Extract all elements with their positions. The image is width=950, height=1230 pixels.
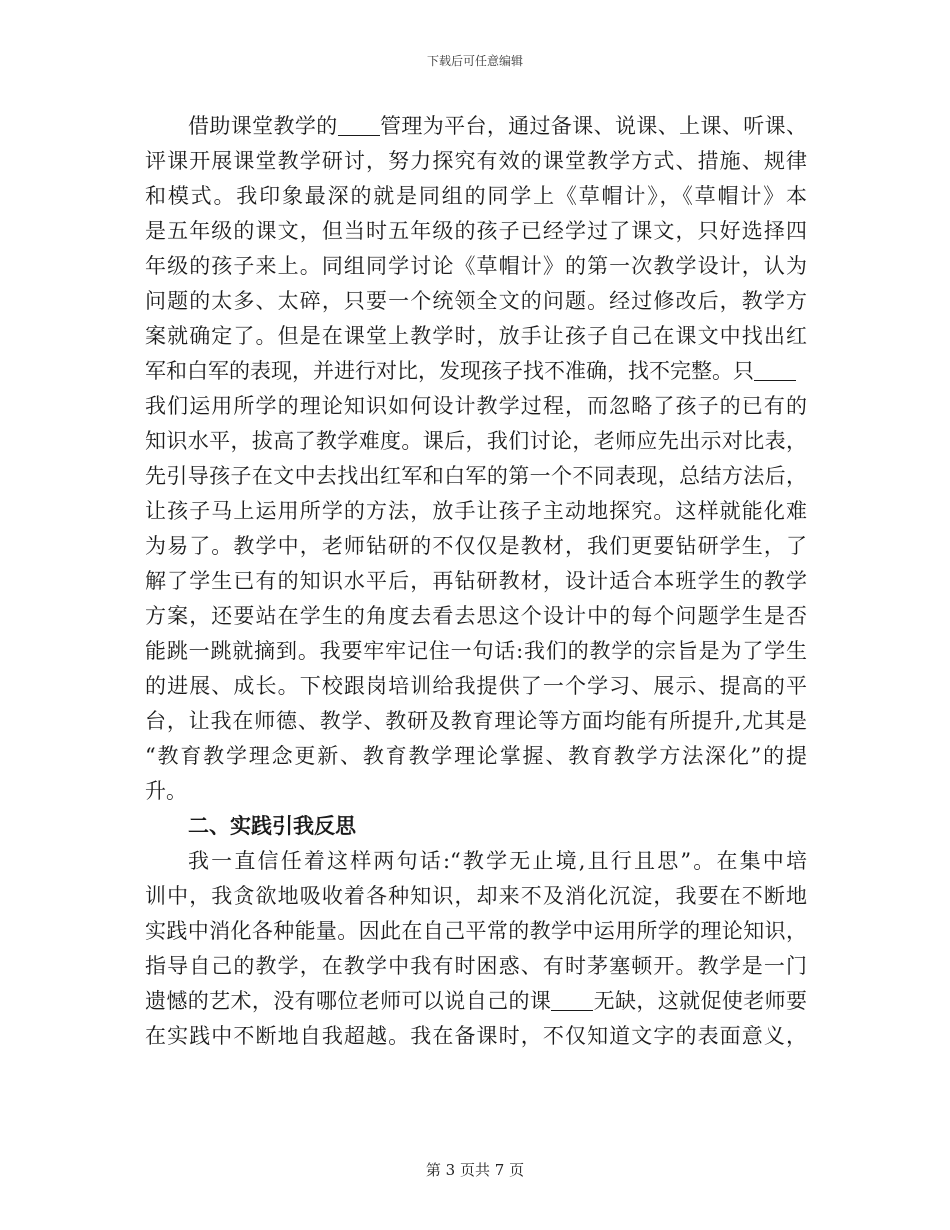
text-run: 无缺，这就促使老师要 bbox=[593, 989, 808, 1013]
text-run: 遗憾的艺术，没有哪位老师可以说自己的课 bbox=[145, 989, 552, 1013]
paragraph-line bbox=[145, 984, 807, 1019]
section-heading: 二、实践引我反思 bbox=[188, 814, 356, 838]
paragraph-line: 在实践中不断地自我超越。我在备课时，不仅知道文字的表面意义， bbox=[145, 1024, 807, 1048]
fill-blank bbox=[551, 990, 593, 1011]
paragraph-line: 我一直信任着这样两句话:“教学无止境,且行且思”。在集中培 bbox=[188, 849, 807, 873]
paragraph-line: 实践中消化各种能量。因此在自己平常的教学中运用所学的理论知识， bbox=[145, 919, 807, 943]
paragraph-line bbox=[145, 109, 807, 144]
text-run: 管理为平台，通过备课、说课、上课、听课、 bbox=[379, 114, 807, 138]
paragraph-line: 让孩子马上运用所学的方法，放手让孩子主动地探究。这样就能化难 bbox=[145, 499, 807, 523]
paragraph-line: 台，让我在师德、教学、教研及教育理论等方面均能有所提升,尤其是 bbox=[145, 709, 807, 733]
page-footer: 第 3 页共 7 页 bbox=[425, 1161, 525, 1179]
paragraph-line: 的进展、成长。下校跟岗培训给我提供了一个学习、展示、提高的平 bbox=[145, 674, 807, 698]
fill-blank bbox=[338, 115, 380, 136]
paragraph-line: 方案，还要站在学生的角度去看去思这个设计中的每个问题学生是否 bbox=[145, 604, 807, 628]
paragraph-line: 指导自己的教学，在教学中我有时困惑、有时茅塞顿开。教学是一门 bbox=[145, 954, 807, 978]
fill-blank bbox=[754, 360, 796, 381]
paragraph-line: 案就确定了。但是在课堂上教学时，放手让孩子自己在课文中找出红 bbox=[145, 324, 807, 348]
paragraph-line bbox=[145, 354, 807, 389]
text-run: 军和白军的表现，并进行对比，发现孩子找不准确，找不完整。只 bbox=[145, 359, 754, 383]
paragraph-line: 是五年级的课文，但当时五年级的孩子已经学过了课文，只好选择四 bbox=[145, 219, 807, 243]
paragraph-line: 训中，我贪欲地吸收着各种知识，却来不及消化沉淀，我要在不断地 bbox=[145, 884, 807, 908]
paragraph-line: 为易了。教学中，老师钻研的不仅仅是教材，我们更要钻研学生，了 bbox=[145, 534, 807, 558]
paragraph-line: 和模式。我印象最深的就是同组的同学上《草帽计》，《草帽计》本 bbox=[145, 184, 807, 208]
paragraph-line: 先引导孩子在文中去找出红军和白军的第一个不同表现，总结方法后， bbox=[145, 464, 807, 488]
paragraph-line: 升。 bbox=[145, 779, 187, 803]
paragraph-line: 解了学生已有的知识水平后，再钻研教材，设计适合本班学生的教学 bbox=[145, 569, 807, 593]
paragraph-line: 能跳一跳就摘到。我要牢牢记住一句话:我们的教学的宗旨是为了学生 bbox=[145, 639, 807, 663]
paragraph-line: 问题的太多、太碎，只要一个统领全文的问题。经过修改后，教学方 bbox=[145, 289, 807, 313]
paragraph-line: 知识水平，拔高了教学难度。课后，我们讨论，老师应先出示对比表， bbox=[145, 429, 807, 453]
paragraph-line: 评课开展课堂教学研讨，努力探究有效的课堂教学方式、措施、规律 bbox=[145, 149, 807, 173]
text-run: 借助课堂教学的 bbox=[188, 114, 338, 138]
document-body bbox=[145, 109, 807, 1054]
paragraph-line: 我们运用所学的理论知识如何设计教学过程，而忽略了孩子的已有的 bbox=[145, 394, 807, 418]
paragraph-line: “教育教学理念更新、教育教学理论掌握、教育教学方法深化”的提 bbox=[145, 744, 807, 768]
paragraph-line: 年级的孩子来上。同组同学讨论《草帽计》的第一次教学设计，认为 bbox=[145, 254, 807, 278]
page-header: 下载后可任意编辑 bbox=[426, 54, 523, 68]
